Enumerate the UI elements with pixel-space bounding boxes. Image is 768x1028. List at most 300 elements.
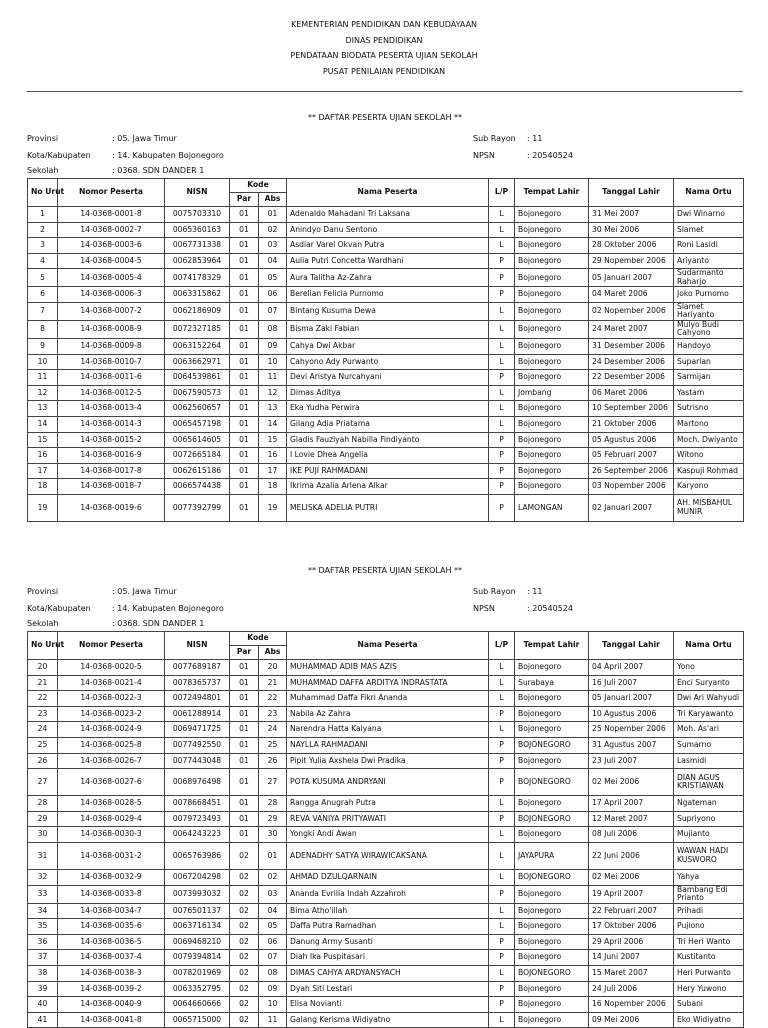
cell-nisn: 0064660666: [165, 997, 230, 1013]
sekolah-value: : 0368. SDN DANDER 1: [112, 619, 205, 628]
cell-abs: 22: [259, 691, 287, 707]
cell-tanggal-lahir: 10 Agustus 2006: [589, 706, 674, 722]
cell-no-urut: 15: [28, 432, 58, 448]
cell-lp: L: [489, 207, 515, 223]
cell-nama-ortu: Sarmijan: [674, 370, 744, 386]
cell-lp: P: [489, 737, 515, 753]
table-row: [28, 207, 744, 223]
cell-lp: L: [489, 385, 515, 401]
cell-nomor-peserta: 14-0368-0037-4: [58, 950, 165, 966]
cell-tanggal-lahir: 06 Maret 2006: [589, 385, 674, 401]
cell-nisn: 0077492550: [165, 737, 230, 753]
cell-nama-ortu: Eko Widiyatno: [674, 1012, 744, 1028]
cell-nama-ortu: Martono: [674, 416, 744, 432]
cell-lp: L: [489, 354, 515, 370]
col-header-abs: Abs: [259, 193, 287, 207]
col-header-kode: Kode: [230, 632, 287, 646]
cell-nama-peserta: Bisma Zaki Fabian: [287, 320, 489, 338]
cell-abs: 04: [259, 903, 287, 919]
col-header-nomor-peserta: Nomor Peserta: [58, 179, 165, 207]
cell-abs: 23: [259, 706, 287, 722]
cell-par: 01: [230, 432, 259, 448]
cell-nama-peserta: I Lovie Dhea Angelia: [287, 448, 489, 464]
cell-abs: 03: [259, 238, 287, 254]
kota-value: : 14. Kabupaten Bojonegoro: [112, 151, 224, 160]
cell-nisn: 0077392799: [165, 494, 230, 521]
table-row: [28, 448, 744, 464]
cell-tempat-lahir: Bojonegoro: [515, 706, 589, 722]
cell-abs: 18: [259, 479, 287, 495]
cell-abs: 11: [259, 370, 287, 386]
cell-lp: L: [489, 320, 515, 338]
cell-tempat-lahir: Bojonegoro: [515, 207, 589, 223]
cell-no-urut: 41: [28, 1012, 58, 1028]
header-divider: [27, 91, 743, 92]
cell-tempat-lahir: Bojonegoro: [515, 253, 589, 269]
col-header-tempat-lahir: Tempat Lahir: [515, 179, 589, 207]
cell-par: 02: [230, 981, 259, 997]
npsn-value: : 20540524: [527, 151, 573, 160]
cell-tanggal-lahir: 24 Juli 2006: [589, 981, 674, 997]
cell-tempat-lahir: Bojonegoro: [515, 370, 589, 386]
cell-no-urut: 25: [28, 737, 58, 753]
cell-par: 01: [230, 769, 259, 796]
cell-par: 01: [230, 207, 259, 223]
cell-lp: P: [489, 934, 515, 950]
table-row: [28, 706, 744, 722]
cell-no-urut: 32: [28, 869, 58, 885]
cell-par: 01: [230, 827, 259, 843]
cell-tempat-lahir: BOJONEGORO: [515, 965, 589, 981]
table-row: [28, 1012, 744, 1028]
participant-section-2: [27, 564, 743, 1028]
cell-nama-peserta: Devi Aristya Nurcahyani: [287, 370, 489, 386]
cell-nama-peserta: Aulia Putri Concetta Wardhani: [287, 253, 489, 269]
cell-nomor-peserta: 14-0368-0027-6: [58, 769, 165, 796]
cell-abs: 03: [259, 885, 287, 903]
cell-no-urut: 34: [28, 903, 58, 919]
cell-tempat-lahir: Bojonegoro: [515, 416, 589, 432]
cell-nomor-peserta: 14-0368-0029-4: [58, 811, 165, 827]
cell-nomor-peserta: 14-0368-0005-4: [58, 269, 165, 287]
cell-tanggal-lahir: 04 Maret 2006: [589, 287, 674, 303]
cell-no-urut: 16: [28, 448, 58, 464]
cell-lp: L: [489, 660, 515, 676]
cell-no-urut: 11: [28, 370, 58, 386]
cell-nomor-peserta: 14-0368-0015-2: [58, 432, 165, 448]
cell-no-urut: 28: [28, 796, 58, 812]
cell-nisn: 0067204298: [165, 869, 230, 885]
cell-nama-ortu: Kustitanto: [674, 950, 744, 966]
cell-nisn: 0063315862: [165, 287, 230, 303]
cell-nama-ortu: Ngateman: [674, 796, 744, 812]
cell-abs: 12: [259, 385, 287, 401]
cell-nisn: 0064539861: [165, 370, 230, 386]
cell-nama-peserta: Yongki Andi Awan: [287, 827, 489, 843]
cell-tempat-lahir: Jombang: [515, 385, 589, 401]
cell-tanggal-lahir: 30 Mei 2006: [589, 222, 674, 238]
cell-abs: 02: [259, 222, 287, 238]
cell-abs: 27: [259, 769, 287, 796]
cell-nisn: 0063152264: [165, 338, 230, 354]
provinsi-label: Provinsi: [27, 587, 59, 596]
cell-no-urut: 13: [28, 401, 58, 417]
cell-tempat-lahir: Bojonegoro: [515, 354, 589, 370]
cell-par: 01: [230, 354, 259, 370]
cell-no-urut: 3: [28, 238, 58, 254]
cell-lp: P: [489, 753, 515, 769]
cell-nama-peserta: REVA VANIYA PRITYAWATI: [287, 811, 489, 827]
cell-tempat-lahir: BOJONEGORO: [515, 737, 589, 753]
cell-nisn: 0062186909: [165, 302, 230, 320]
cell-tanggal-lahir: 22 Februari 2007: [589, 903, 674, 919]
table-row: [28, 737, 744, 753]
cell-tempat-lahir: Bojonegoro: [515, 269, 589, 287]
cell-nama-ortu: DIAN AGUS KRISTIAWAN: [674, 769, 744, 796]
cell-abs: 30: [259, 827, 287, 843]
cell-nomor-peserta: 14-0368-0035-6: [58, 919, 165, 935]
cell-lp: P: [489, 287, 515, 303]
cell-nomor-peserta: 14-0368-0011-6: [58, 370, 165, 386]
cell-tempat-lahir: Bojonegoro: [515, 796, 589, 812]
cell-nisn: 0062853964: [165, 253, 230, 269]
cell-par: 01: [230, 494, 259, 521]
cell-nisn: 0063716134: [165, 919, 230, 935]
cell-par: 02: [230, 1012, 259, 1028]
cell-nisn: 0079394814: [165, 950, 230, 966]
table-row: [28, 416, 744, 432]
cell-nisn: 0078365737: [165, 675, 230, 691]
cell-abs: 05: [259, 919, 287, 935]
cell-par: 02: [230, 885, 259, 903]
kota-label: Kota/Kabupaten: [27, 151, 91, 160]
cell-nama-ortu: Joko Purnomo: [674, 287, 744, 303]
cell-tanggal-lahir: 29 Nopember 2006: [589, 253, 674, 269]
npsn-label: NPSN: [473, 604, 495, 613]
cell-nomor-peserta: 14-0368-0006-3: [58, 287, 165, 303]
cell-tanggal-lahir: 16 Juli 2007: [589, 675, 674, 691]
cell-par: 01: [230, 691, 259, 707]
section-title: ** DAFTAR PESERTA UJIAN SEKOLAH **: [307, 566, 463, 575]
cell-tanggal-lahir: 17 Oktober 2006: [589, 919, 674, 935]
cell-no-urut: 30: [28, 827, 58, 843]
cell-tanggal-lahir: 22 Desember 2006: [589, 370, 674, 386]
cell-lp: L: [489, 1012, 515, 1028]
cell-lp: P: [489, 448, 515, 464]
cell-nama-ortu: Suparlan: [674, 354, 744, 370]
cell-abs: 19: [259, 494, 287, 521]
cell-nomor-peserta: 14-0368-0019-6: [58, 494, 165, 521]
cell-tempat-lahir: BOJONEGORO: [515, 769, 589, 796]
cell-nama-ortu: Subani: [674, 997, 744, 1013]
cell-nama-peserta: Bima Atho'illah: [287, 903, 489, 919]
cell-abs: 01: [259, 842, 287, 869]
cell-no-urut: 22: [28, 691, 58, 707]
cell-nisn: 0062560657: [165, 401, 230, 417]
cell-nisn: 0065763986: [165, 842, 230, 869]
cell-nama-ortu: Lasmidi: [674, 753, 744, 769]
sekolah-value: : 0368. SDN DANDER 1: [112, 166, 205, 175]
cell-nama-peserta: Dimas Aditya: [287, 385, 489, 401]
cell-tanggal-lahir: 15 Maret 2007: [589, 965, 674, 981]
table-row: [28, 869, 744, 885]
cell-abs: 21: [259, 675, 287, 691]
cell-tempat-lahir: Bojonegoro: [515, 885, 589, 903]
cell-tempat-lahir: Bojonegoro: [515, 691, 589, 707]
cell-abs: 08: [259, 965, 287, 981]
cell-par: 01: [230, 706, 259, 722]
cell-nama-ortu: Dwi Winarno: [674, 207, 744, 223]
cell-tanggal-lahir: 05 Agustus 2006: [589, 432, 674, 448]
col-header-tanggal-lahir: Tanggal Lahir: [589, 632, 674, 660]
table-row: [28, 479, 744, 495]
cell-abs: 29: [259, 811, 287, 827]
cell-lp: L: [489, 903, 515, 919]
cell-tanggal-lahir: 12 Maret 2007: [589, 811, 674, 827]
cell-nomor-peserta: 14-0368-0021-4: [58, 675, 165, 691]
table-row: [28, 494, 744, 521]
cell-nama-ortu: Tri Heri Wanto: [674, 934, 744, 950]
cell-abs: 06: [259, 934, 287, 950]
cell-nama-ortu: WAWAN HADI KUSWORO: [674, 842, 744, 869]
cell-nama-ortu: Witono: [674, 448, 744, 464]
cell-no-urut: 29: [28, 811, 58, 827]
cell-nama-ortu: Pujiono: [674, 919, 744, 935]
cell-nisn: 0065360163: [165, 222, 230, 238]
cell-par: 01: [230, 370, 259, 386]
cell-tanggal-lahir: 31 Mei 2007: [589, 207, 674, 223]
cell-par: 01: [230, 416, 259, 432]
cell-nisn: 0063352795: [165, 981, 230, 997]
table-row: [28, 463, 744, 479]
cell-nisn: 0074178329: [165, 269, 230, 287]
cell-tanggal-lahir: 24 Desember 2006: [589, 354, 674, 370]
cell-lp: P: [489, 811, 515, 827]
cell-tempat-lahir: Bojonegoro: [515, 320, 589, 338]
cell-tanggal-lahir: 09 Mei 2006: [589, 1012, 674, 1028]
cell-nama-peserta: Galang Kerisma Widiyatno: [287, 1012, 489, 1028]
cell-tempat-lahir: Bojonegoro: [515, 238, 589, 254]
cell-nama-ortu: Slamet Hariyanto: [674, 302, 744, 320]
cell-par: 02: [230, 919, 259, 935]
header-ministry: KEMENTERIAN PENDIDIKAN DAN KEBUDAYAAN: [290, 20, 478, 29]
table-row: [28, 950, 744, 966]
subrayon-value: : 11: [527, 587, 543, 596]
cell-nisn: 0069468210: [165, 934, 230, 950]
cell-no-urut: 39: [28, 981, 58, 997]
cell-nama-ortu: Hery Yuwono: [674, 981, 744, 997]
sekolah-label: Sekolah: [27, 619, 59, 628]
cell-nama-peserta: Diah Ika Puspitasari: [287, 950, 489, 966]
cell-nama-ortu: Tri Karyawanto: [674, 706, 744, 722]
cell-par: 01: [230, 660, 259, 676]
table-row: [28, 338, 744, 354]
cell-nomor-peserta: 14-0368-0020-5: [58, 660, 165, 676]
document-header: [0, 17, 768, 79]
cell-nisn: 0069471725: [165, 722, 230, 738]
cell-tempat-lahir: Bojonegoro: [515, 660, 589, 676]
col-header-nomor-peserta: Nomor Peserta: [58, 632, 165, 660]
cell-nama-ortu: Heri Purwanto: [674, 965, 744, 981]
cell-tanggal-lahir: 31 Desember 2006: [589, 338, 674, 354]
col-header-lp: L/P: [489, 632, 515, 660]
cell-nama-peserta: Ikrima Azalia Arlena Alkar: [287, 479, 489, 495]
cell-nama-peserta: Gilang Adia Priatama: [287, 416, 489, 432]
cell-abs: 08: [259, 320, 287, 338]
cell-nomor-peserta: 14-0368-0038-3: [58, 965, 165, 981]
cell-nisn: 0063662971: [165, 354, 230, 370]
cell-abs: 16: [259, 448, 287, 464]
table-row: [28, 354, 744, 370]
cell-tempat-lahir: Bojonegoro: [515, 722, 589, 738]
cell-nama-peserta: Cahya Dwi Akbar: [287, 338, 489, 354]
cell-lp: L: [489, 338, 515, 354]
cell-nama-peserta: Muhammad Daffa Fikri Ananda: [287, 691, 489, 707]
cell-lp: P: [489, 885, 515, 903]
cell-nama-peserta: MUHAMMAD DAFFA ARDITYA INDRASTATA: [287, 675, 489, 691]
cell-nisn: 0076501137: [165, 903, 230, 919]
cell-nama-ortu: Sudarmanto Raharjo: [674, 269, 744, 287]
provinsi-value: : 05. Jawa Timur: [112, 587, 177, 596]
participant-section-1: [27, 111, 743, 522]
cell-nomor-peserta: 14-0368-0009-8: [58, 338, 165, 354]
cell-par: 01: [230, 463, 259, 479]
cell-tempat-lahir: Bojonegoro: [515, 287, 589, 303]
cell-nomor-peserta: 14-0368-0040-9: [58, 997, 165, 1013]
cell-abs: 14: [259, 416, 287, 432]
cell-nisn: 0062615186: [165, 463, 230, 479]
cell-nama-ortu: Mujianto: [674, 827, 744, 843]
cell-nama-peserta: Bintang Kusuma Dewa: [287, 302, 489, 320]
participant-table: [27, 631, 744, 1028]
table-row: [28, 919, 744, 935]
cell-nomor-peserta: 14-0368-0033-8: [58, 885, 165, 903]
cell-par: 01: [230, 287, 259, 303]
cell-nisn: 0077689187: [165, 660, 230, 676]
table-row: [28, 370, 744, 386]
cell-par: 01: [230, 222, 259, 238]
cell-lp: L: [489, 675, 515, 691]
cell-par: 01: [230, 479, 259, 495]
cell-tanggal-lahir: 05 Februari 2007: [589, 448, 674, 464]
col-header-par: Par: [230, 646, 259, 660]
cell-nomor-peserta: 14-0368-0013-4: [58, 401, 165, 417]
cell-nomor-peserta: 14-0368-0001-8: [58, 207, 165, 223]
cell-nomor-peserta: 14-0368-0030-3: [58, 827, 165, 843]
table-row: [28, 238, 744, 254]
table-row: [28, 432, 744, 448]
sekolah-label: Sekolah: [27, 166, 59, 175]
table-row: [28, 769, 744, 796]
table-row: [28, 401, 744, 417]
cell-nama-ortu: Slamet: [674, 222, 744, 238]
cell-lp: P: [489, 494, 515, 521]
cell-abs: 25: [259, 737, 287, 753]
cell-lp: P: [489, 463, 515, 479]
cell-nama-peserta: Cahyono Ady Purwanto: [287, 354, 489, 370]
cell-tanggal-lahir: 02 Mei 2006: [589, 769, 674, 796]
cell-nama-peserta: Aura Talitha Az-Zahra: [287, 269, 489, 287]
cell-nama-peserta: Berelian Felicia Purnomo: [287, 287, 489, 303]
cell-nomor-peserta: 14-0368-0017-8: [58, 463, 165, 479]
cell-lp: L: [489, 919, 515, 935]
cell-tanggal-lahir: 02 Januari 2007: [589, 494, 674, 521]
cell-nama-peserta: AHMAD DZULQARNAIN: [287, 869, 489, 885]
cell-par: 02: [230, 965, 259, 981]
cell-lp: P: [489, 479, 515, 495]
cell-nisn: 0066574438: [165, 479, 230, 495]
table-row: [28, 811, 744, 827]
cell-lp: L: [489, 416, 515, 432]
provinsi-label: Provinsi: [27, 134, 59, 143]
cell-lp: L: [489, 842, 515, 869]
table-row: [28, 269, 744, 287]
cell-nisn: 0067590573: [165, 385, 230, 401]
cell-no-urut: 37: [28, 950, 58, 966]
cell-tempat-lahir: Bojonegoro: [515, 448, 589, 464]
cell-tanggal-lahir: 14 Juni 2007: [589, 950, 674, 966]
cell-nama-peserta: Danung Army Susanti: [287, 934, 489, 950]
cell-par: 01: [230, 811, 259, 827]
cell-lp: L: [489, 722, 515, 738]
cell-no-urut: 24: [28, 722, 58, 738]
cell-nomor-peserta: 14-0368-0012-5: [58, 385, 165, 401]
table-row: [28, 753, 744, 769]
cell-par: 01: [230, 238, 259, 254]
cell-no-urut: 4: [28, 253, 58, 269]
cell-nisn: 0065715000: [165, 1012, 230, 1028]
cell-no-urut: 35: [28, 919, 58, 935]
cell-tempat-lahir: Bojonegoro: [515, 981, 589, 997]
cell-tempat-lahir: Bojonegoro: [515, 222, 589, 238]
cell-no-urut: 40: [28, 997, 58, 1013]
cell-nama-ortu: AH. MISBAHUL MUNIR: [674, 494, 744, 521]
cell-nama-peserta: POTA KUSUMA ANDRYANI: [287, 769, 489, 796]
cell-nama-peserta: Gladis Fauziyah Nabilla Findiyanto: [287, 432, 489, 448]
cell-par: 02: [230, 950, 259, 966]
col-header-no-urut: No Urut: [28, 179, 58, 207]
cell-abs: 01: [259, 207, 287, 223]
cell-par: 02: [230, 842, 259, 869]
cell-nama-peserta: IKE PUJI RAHMADANI: [287, 463, 489, 479]
cell-par: 01: [230, 320, 259, 338]
header-center: PUSAT PENILAIAN PENDIDIKAN: [322, 66, 446, 76]
cell-lp: P: [489, 997, 515, 1013]
cell-lp: L: [489, 827, 515, 843]
table-row: [28, 934, 744, 950]
cell-nomor-peserta: 14-0368-0010-7: [58, 354, 165, 370]
cell-par: 01: [230, 338, 259, 354]
cell-tempat-lahir: BOJONEGORO: [515, 869, 589, 885]
cell-lp: P: [489, 706, 515, 722]
cell-nama-ortu: Yono: [674, 660, 744, 676]
cell-tempat-lahir: Bojonegoro: [515, 463, 589, 479]
cell-no-urut: 27: [28, 769, 58, 796]
cell-tempat-lahir: Bojonegoro: [515, 1012, 589, 1028]
cell-nomor-peserta: 14-0368-0007-2: [58, 302, 165, 320]
cell-nomor-peserta: 14-0368-0036-5: [58, 934, 165, 950]
cell-nomor-peserta: 14-0368-0041-8: [58, 1012, 165, 1028]
cell-par: 01: [230, 448, 259, 464]
kota-value: : 14. Kabupaten Bojonegoro: [112, 604, 224, 613]
col-header-par: Par: [230, 193, 259, 207]
cell-abs: 05: [259, 269, 287, 287]
cell-nama-ortu: Mulyo Budi Cahyono: [674, 320, 744, 338]
cell-no-urut: 8: [28, 320, 58, 338]
col-header-no-urut: No Urut: [28, 632, 58, 660]
cell-tanggal-lahir: 25 Nopember 2006: [589, 722, 674, 738]
col-header-nama-ortu: Nama Ortu: [674, 632, 744, 660]
